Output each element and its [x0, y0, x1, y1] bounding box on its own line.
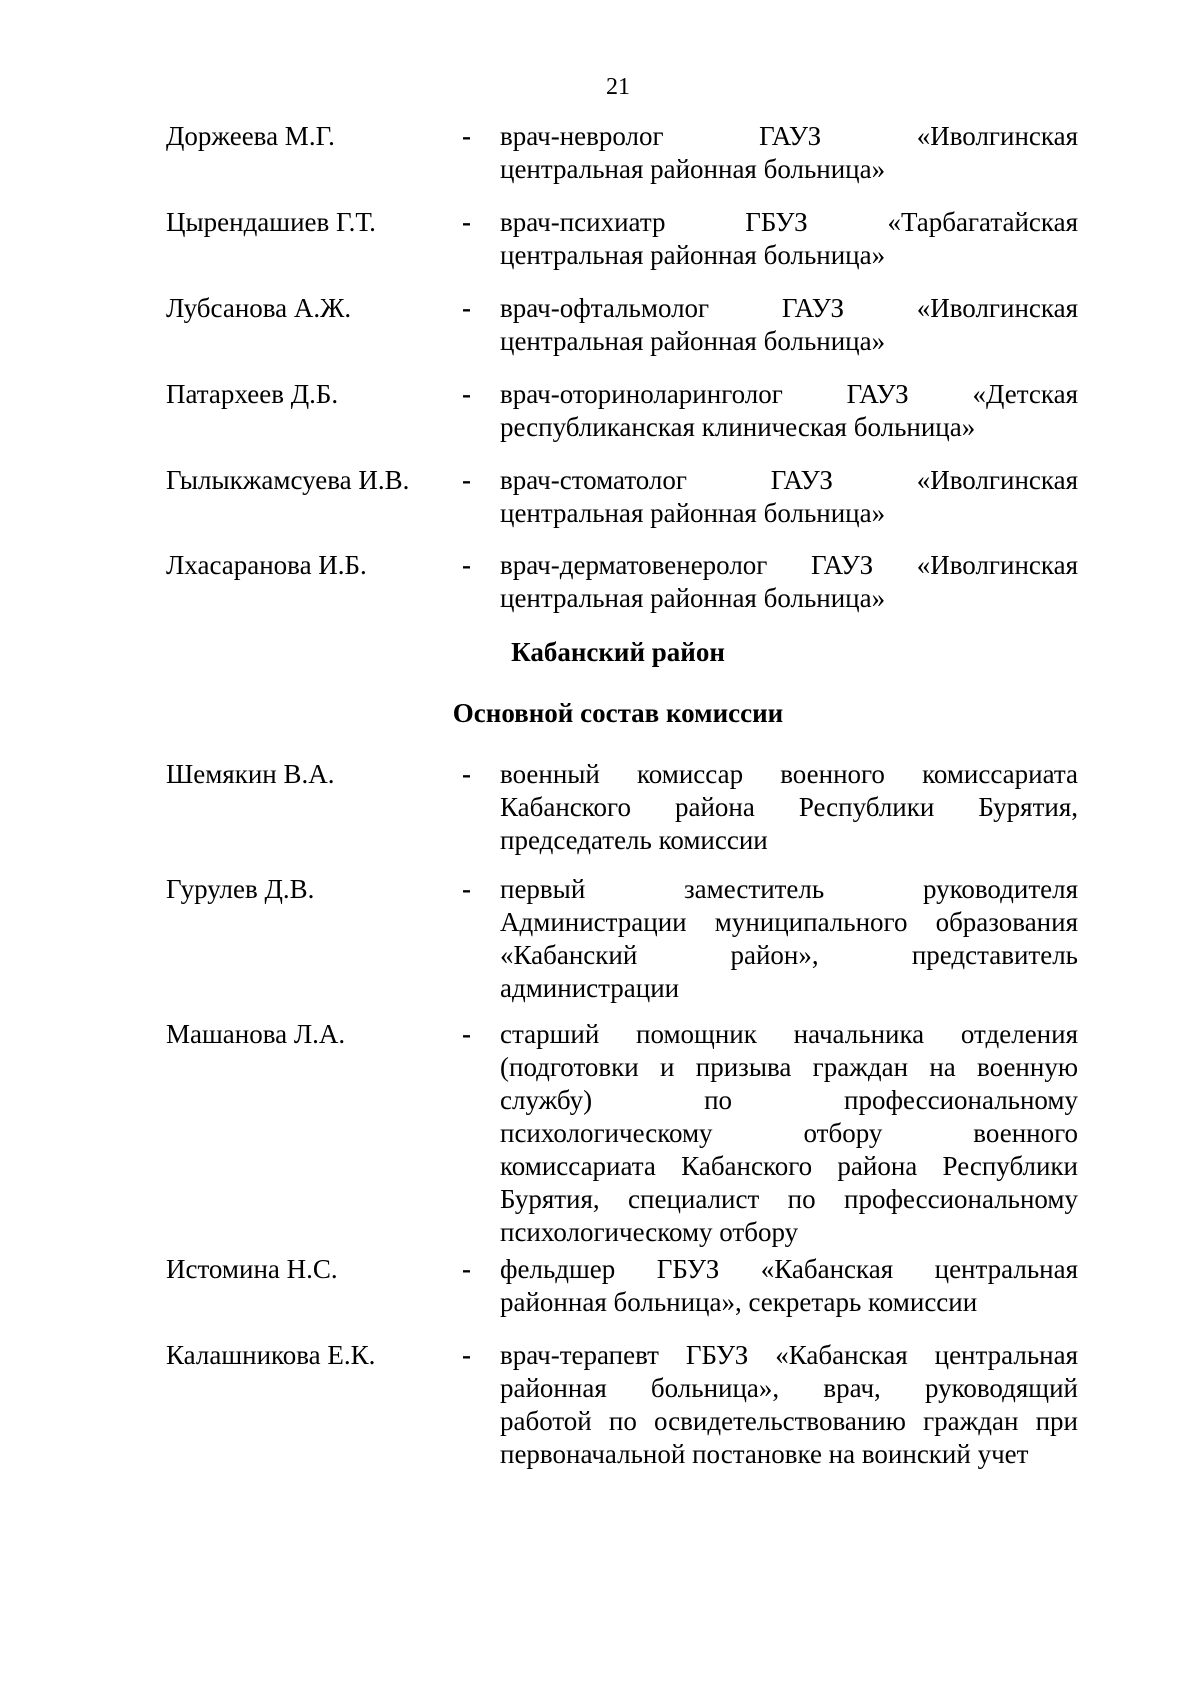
- member-position: [500, 464, 1078, 530]
- position-line: психологическому отбору военного: [500, 1118, 1078, 1148]
- member-position: [500, 873, 1078, 1005]
- position-line: военный комиссар военного комиссариата: [500, 759, 1078, 789]
- separator-dash: -: [462, 1340, 471, 1370]
- position-line: председатель комиссии: [500, 825, 768, 855]
- member-name: Гылыкжамсуева И.В.: [166, 465, 410, 495]
- member-name: Истомина Н.С.: [166, 1254, 338, 1284]
- member-position: [500, 378, 1078, 444]
- position-line: районная больница», врач, руководящий: [500, 1373, 1078, 1403]
- member-name: Патархеев Д.Б.: [166, 379, 339, 409]
- member-name: Шемякин В.А.: [166, 759, 335, 789]
- separator-dash: -: [462, 874, 471, 904]
- separator-dash: -: [462, 121, 471, 151]
- position-line: врач-офтальмолог ГАУЗ «Иволгинская: [500, 293, 1078, 323]
- position-line: Бурятия, специалист по профессиональному: [500, 1184, 1078, 1214]
- main-composition-heading: Основной состав комиссии: [452, 698, 784, 728]
- position-line: «Кабанский район», представитель: [500, 940, 1078, 970]
- position-line: старший помощник начальника отделения: [500, 1019, 1078, 1049]
- member-position: [500, 1018, 1078, 1249]
- position-line: (подготовки и призыва граждан на военную: [500, 1052, 1078, 1082]
- position-line: психологическому отбору: [500, 1217, 799, 1247]
- position-line: врач-дерматовенеролог ГАУЗ «Иволгинская: [500, 550, 1078, 580]
- position-line: врач-оториноларинголог ГАУЗ «Детская: [500, 379, 1078, 409]
- position-line: службу) по профессиональному: [500, 1085, 1078, 1115]
- member-name: Лхасаранова И.Б.: [166, 550, 367, 580]
- position-line: первоначальной постановке на воинский учет: [500, 1439, 1029, 1469]
- separator-dash: -: [462, 465, 471, 495]
- separator-dash: -: [462, 293, 471, 323]
- position-line: врач-невролог ГАУЗ «Иволгинская: [500, 121, 1078, 151]
- member-name: Машанова Л.А.: [166, 1019, 346, 1049]
- position-line: республиканская клиническая больница»: [500, 412, 976, 442]
- page-number: 21: [606, 74, 630, 100]
- position-line: администрации: [500, 973, 680, 1003]
- position-line: центральная районная больница»: [500, 498, 886, 528]
- separator-dash: -: [462, 550, 471, 580]
- position-line: районная больница», секретарь комиссии: [500, 1287, 978, 1317]
- member-position: [500, 1253, 1078, 1319]
- member-name: Гурулев Д.В.: [166, 874, 315, 904]
- position-line: фельдшер ГБУЗ «Кабанская центральная: [500, 1254, 1078, 1284]
- position-line: центральная районная больница»: [500, 583, 886, 613]
- position-line: врач-стоматолог ГАУЗ «Иволгинская: [500, 465, 1078, 495]
- member-position: [500, 206, 1078, 272]
- separator-dash: -: [462, 759, 471, 789]
- separator-dash: -: [462, 207, 471, 237]
- position-line: центральная районная больница»: [500, 154, 886, 184]
- member-name: Доржеева М.Г.: [166, 121, 335, 151]
- position-line: Кабанского района Республики Бурятия,: [500, 792, 1078, 822]
- separator-dash: -: [462, 1254, 471, 1284]
- member-position: [500, 292, 1078, 358]
- position-line: первый заместитель руководителя: [500, 874, 1078, 904]
- member-name: Калашникова Е.К.: [166, 1340, 376, 1370]
- member-name: Цырендашиев Г.Т.: [166, 207, 376, 237]
- position-line: Администрации муниципального образования: [500, 907, 1078, 937]
- member-position: [500, 1339, 1078, 1471]
- separator-dash: -: [462, 379, 471, 409]
- position-line: центральная районная больница»: [500, 326, 886, 356]
- position-line: комиссариата Кабанского района Республики: [500, 1151, 1078, 1181]
- member-position: [500, 120, 1078, 186]
- member-position: [500, 758, 1078, 857]
- separator-dash: -: [462, 1019, 471, 1049]
- member-position: [500, 549, 1078, 615]
- position-line: работой по освидетельствованию граждан при: [500, 1406, 1078, 1436]
- position-line: центральная районная больница»: [500, 240, 886, 270]
- member-name: Лубсанова А.Ж.: [166, 293, 352, 323]
- district-heading: Кабанский район: [511, 637, 725, 667]
- position-line: врач-терапевт ГБУЗ «Кабанская центральная: [500, 1340, 1078, 1370]
- position-line: врач-психиатр ГБУЗ «Тарбагатайская: [500, 207, 1078, 237]
